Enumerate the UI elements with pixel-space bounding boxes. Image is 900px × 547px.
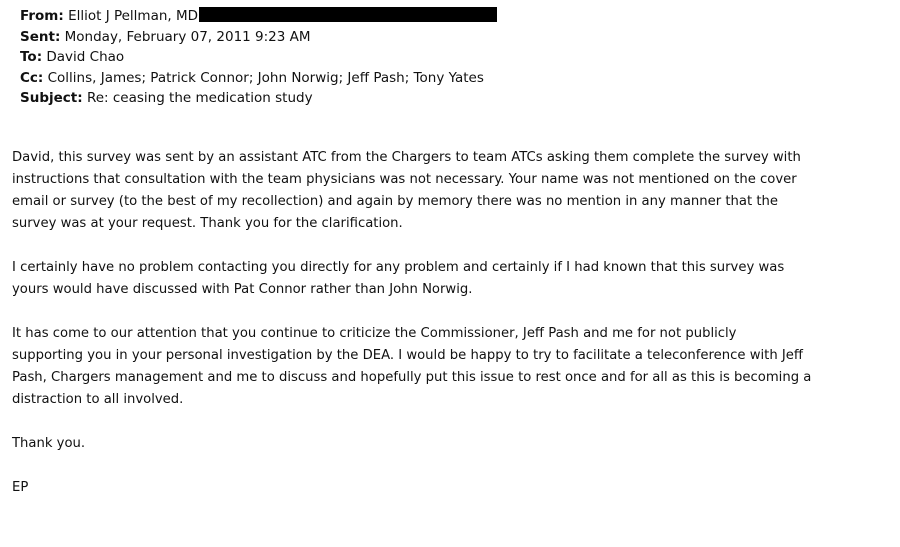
body-line: I certainly have no problem contacting you directly for any problem and certainly if I had known that this survey was [12, 260, 785, 275]
sent-label: Sent: [20, 28, 61, 45]
sent-value: Monday, February 07, 2011 9:23 AM [64, 28, 311, 45]
from-value: Elliot J Pellman, MD [68, 8, 199, 24]
body-line: instructions that consultation with the team physicians was not necessary. Your name was not mentioned on the cover [12, 172, 797, 187]
body-paragraph [12, 323, 892, 411]
subject-value: Re: ceasing the medication study [86, 90, 313, 106]
body-line: yours would have discussed with Pat Connor rather than John Norwig. [12, 282, 473, 297]
sent-row [20, 27, 497, 48]
body-line: Pash, Chargers management and me to discuss and hopefully put this issue to rest once and for all as this is becoming a [12, 370, 812, 385]
body-line: David, this survey was sent by an assistant ATC from the Chargers to team ATCs asking them complete the survey with [12, 150, 801, 165]
from-label: From: [20, 8, 64, 24]
cc-row [20, 68, 497, 89]
email-body [12, 147, 892, 499]
body-paragraph [12, 147, 892, 235]
body-line: email or survey (to the best of my recollection) and again by memory there was no mention in any manner that the [12, 194, 778, 209]
to-row [20, 47, 497, 68]
email-header [20, 6, 497, 109]
body-line: It has come to our attention that you continue to criticize the Commissioner, Jeff Pash and me for not publicly [12, 326, 737, 341]
redaction-bar [199, 7, 497, 22]
body-line: supporting you in your personal investigation by the DEA. I would be happy to try to facilitate a teleconference with Jeff [12, 348, 803, 363]
to-value: David Chao [46, 49, 125, 65]
signature: EP [12, 480, 29, 495]
closing-line: Thank you. [12, 436, 86, 451]
to-label: To: [20, 49, 43, 65]
from-row [20, 6, 497, 27]
cc-value: Collins, James; Patrick Connor; John Norwig; Jeff Pash; Tony Yates [47, 69, 484, 86]
cc-label: Cc: [20, 69, 44, 86]
body-line: survey was at your request. Thank you for the clarification. [12, 216, 403, 231]
subject-label: Subject: [20, 90, 83, 106]
body-paragraph [12, 257, 892, 301]
body-line: distraction to all involved. [12, 392, 184, 407]
subject-row [20, 88, 497, 109]
